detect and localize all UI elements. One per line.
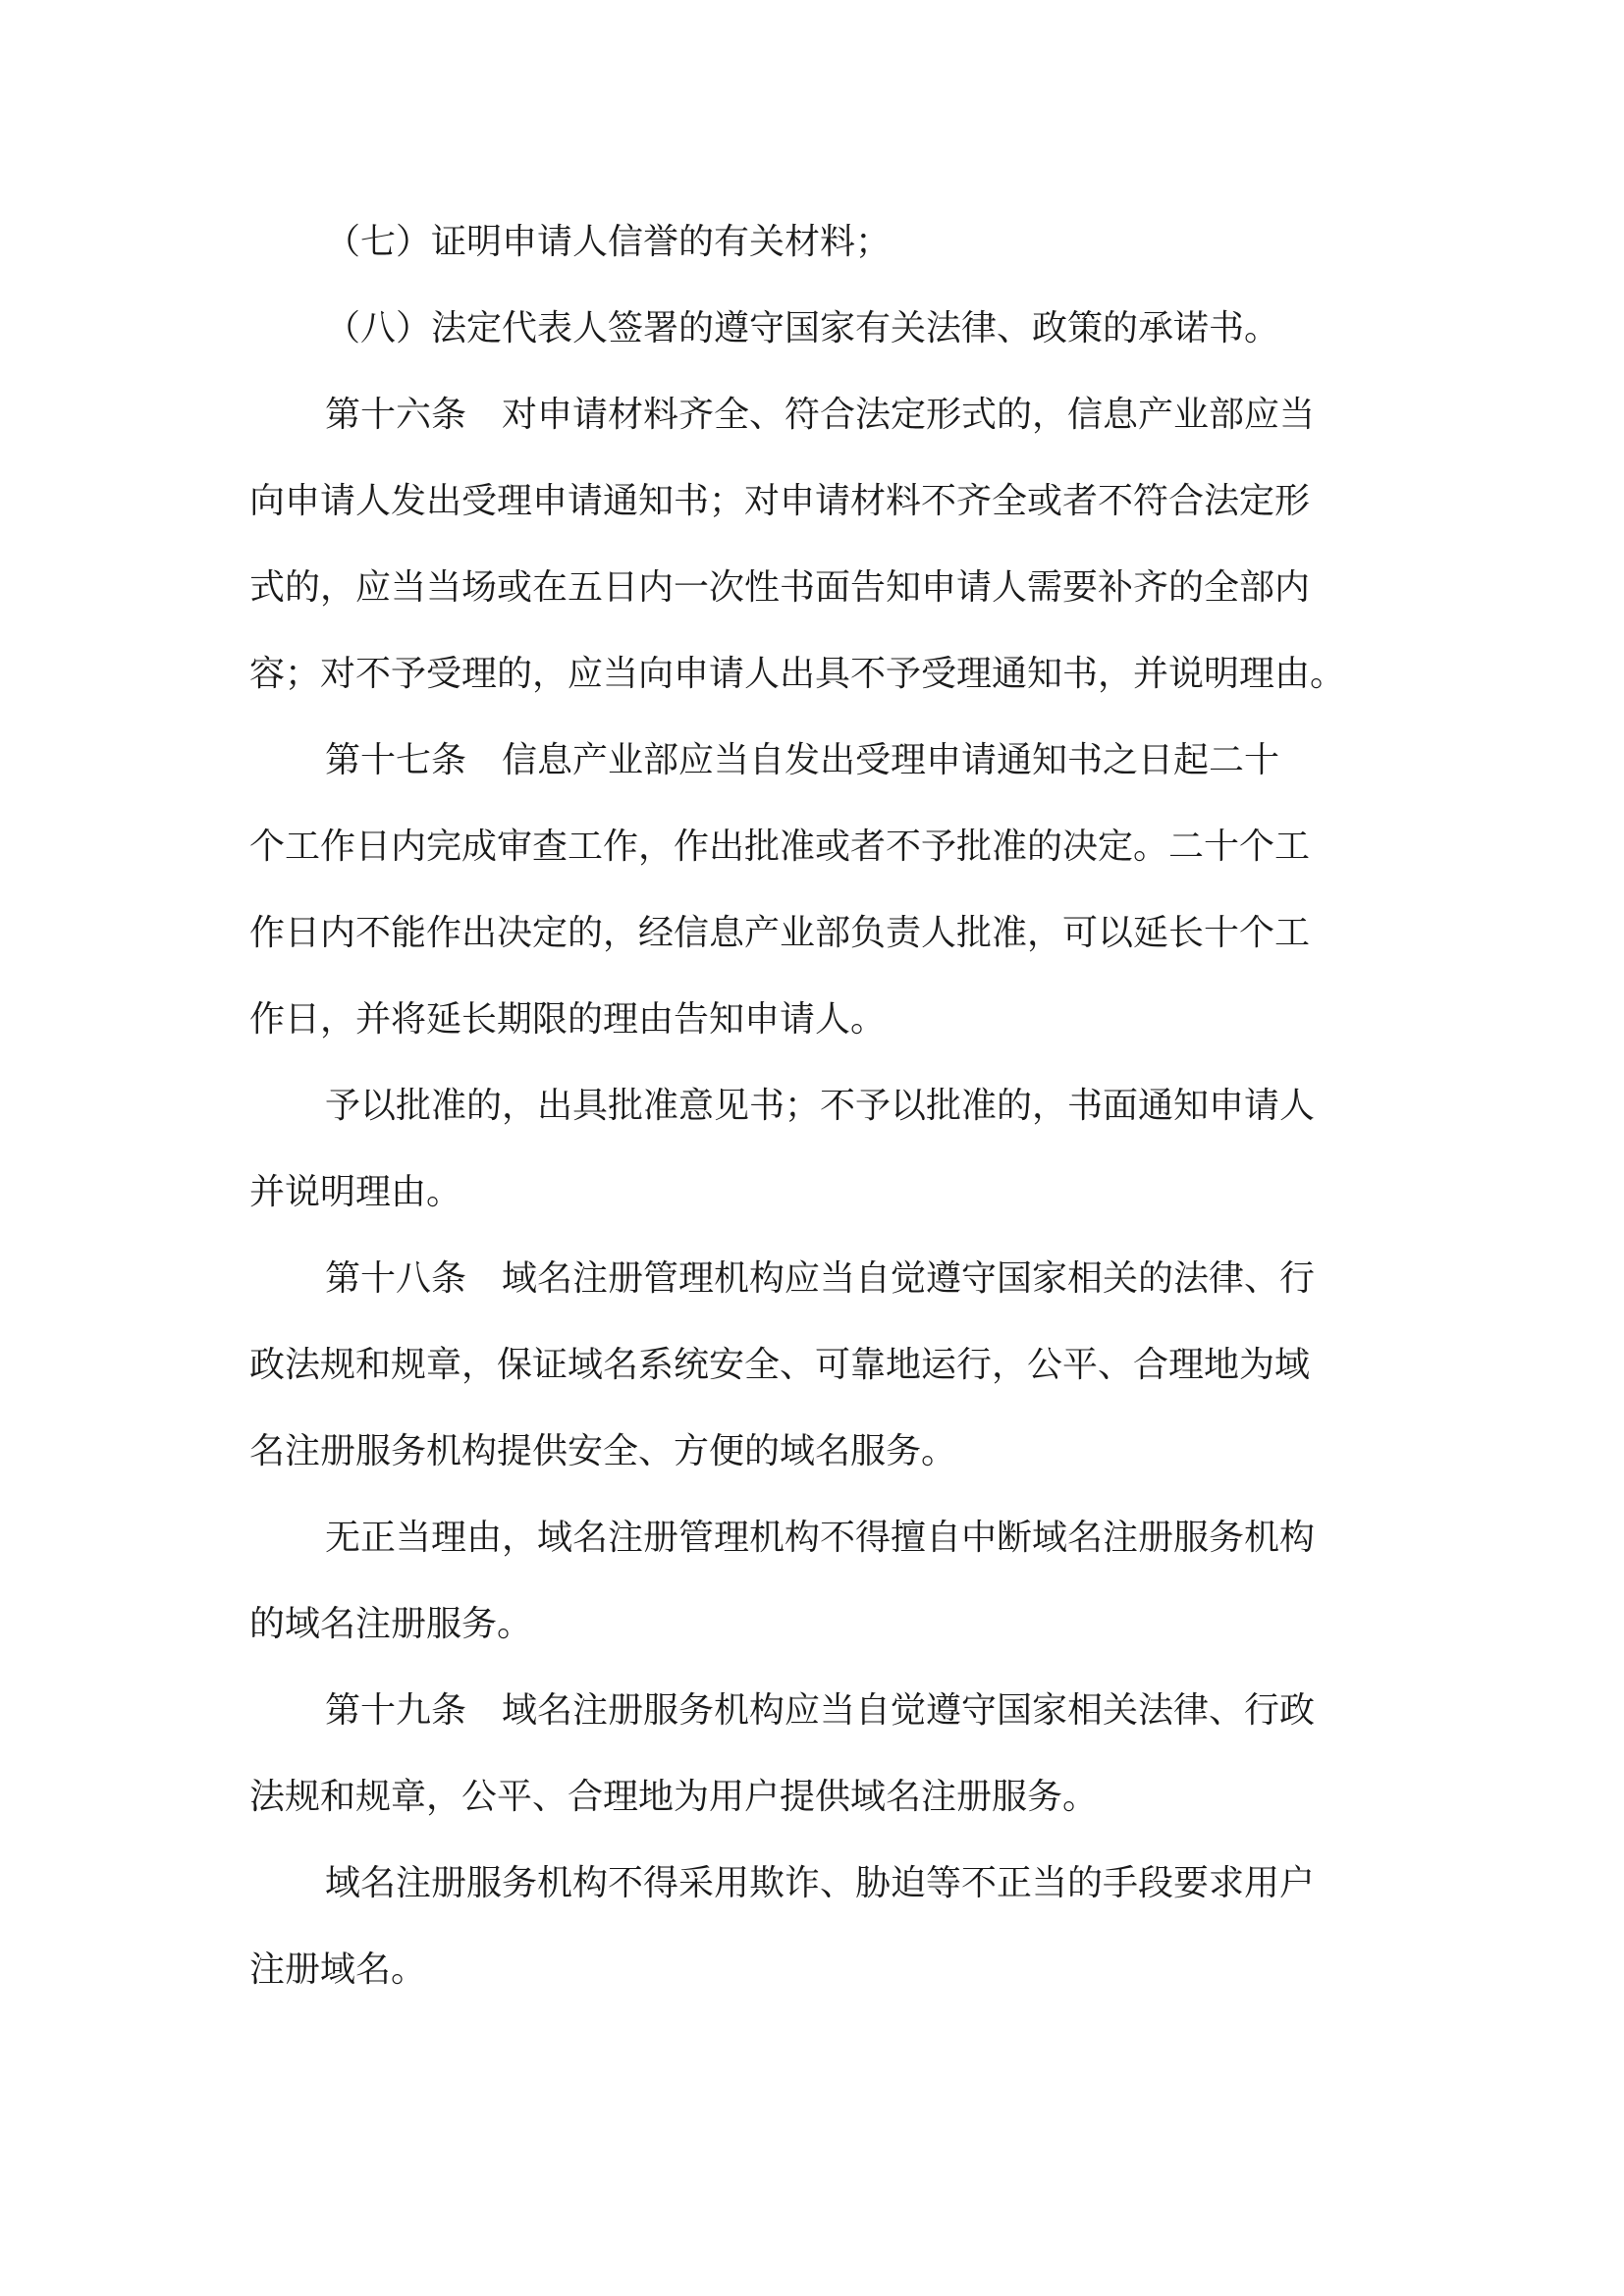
article-17-line-4: 作日，并将延长期限的理由告知申请人。 [249,999,887,1040]
item-eight: （八）法定代表人签署的遵守国家有关法律、政策的承诺书。 [325,308,1280,348]
article-16-line-1: 第十六条 对申请材料齐全、符合法定形式的，信息产业部应当 [325,395,1316,435]
article-16-line-4: 容；对不予受理的，应当向申请人出具不予受理通知书，并说明理由。 [249,654,1346,694]
item-seven: （七）证明申请人信誉的有关材料； [325,222,892,262]
article-16-line-3: 式的，应当当场或在五日内一次性书面告知申请人需要补齐的全部内 [249,567,1311,608]
article-19-line-1: 第十九条 域名注册服务机构应当自觉遵守国家相关法律、行政 [325,1690,1316,1731]
article-18-line-1: 第十八条 域名注册管理机构应当自觉遵守国家相关的法律、行 [325,1258,1316,1299]
interruption-paragraph-line-1: 无正当理由，域名注册管理机构不得擅自中断域名注册服务机构 [325,1518,1316,1558]
article-17-line-3: 作日内不能作出决定的，经信息产业部负责人批准，可以延长十个工 [249,913,1311,953]
fraud-paragraph-line-1: 域名注册服务机构不得采用欺诈、胁迫等不正当的手段要求用户 [325,1863,1316,1903]
article-18-line-2: 政法规和规章，保证域名系统安全、可靠地运行，公平、合理地为域 [249,1345,1311,1385]
fraud-paragraph-line-2: 注册域名。 [249,1949,427,1990]
approval-paragraph-line-2: 并说明理由。 [249,1172,462,1212]
approval-paragraph-line-1: 予以批准的，出具批准意见书；不予以批准的，书面通知申请人 [325,1086,1316,1126]
article-17-line-2: 个工作日内完成审查工作，作出批准或者不予批准的决定。二十个工 [249,827,1311,867]
article-18-line-3: 名注册服务机构提供安全、方便的域名服务。 [249,1431,957,1471]
article-17-line-1: 第十七条 信息产业部应当自发出受理申请通知书之日起二十 [325,740,1280,780]
interruption-paragraph-line-2: 的域名注册服务。 [249,1604,533,1644]
article-19-line-2: 法规和规章，公平、合理地为用户提供域名注册服务。 [249,1777,1099,1817]
article-16-line-2: 向申请人发出受理申请通知书；对申请材料不齐全或者不符合法定形 [249,481,1311,521]
